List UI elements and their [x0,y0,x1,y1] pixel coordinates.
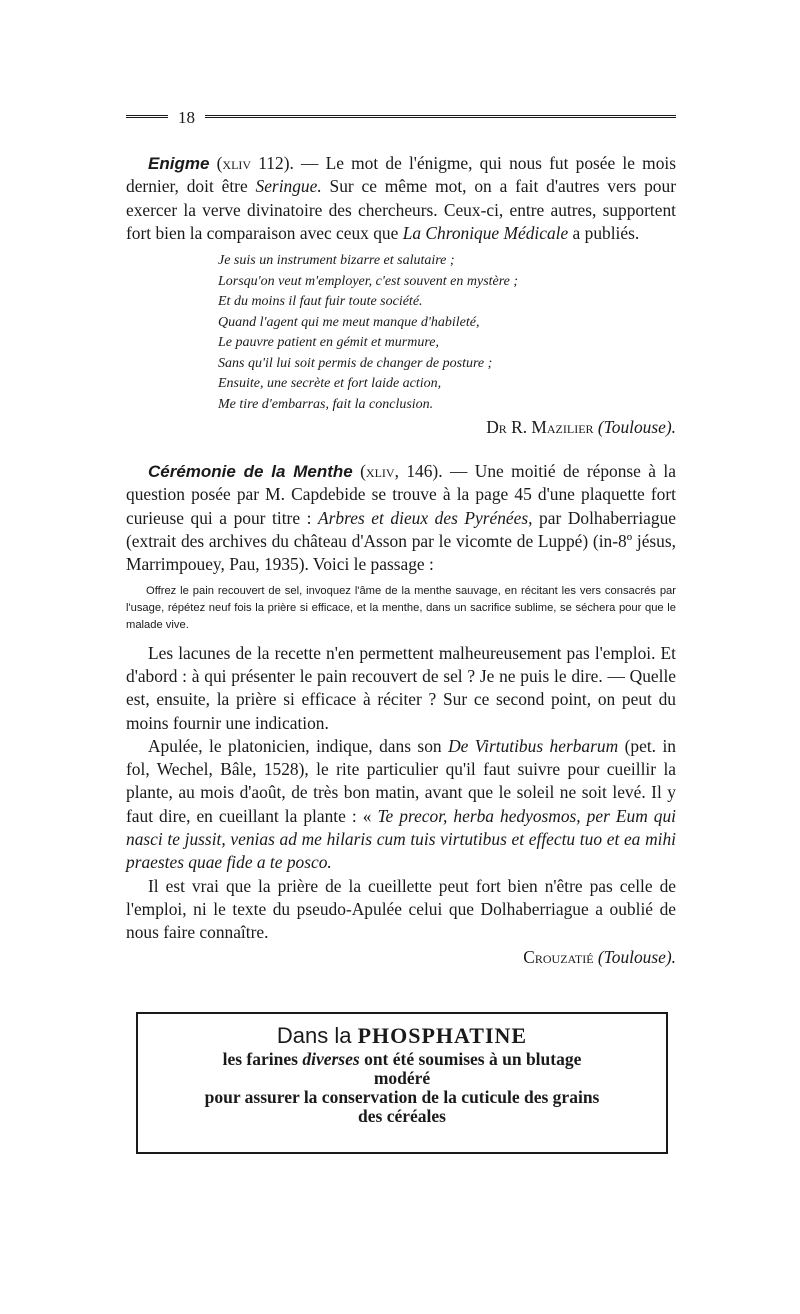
latin-prayer: Te precor, herba hedyosmos, per Eum qui nasci te jussit, venias ad me hilaris cum tuis virtutibus et effectu tuo et ea mihi praestes quae fide a te posco. [126,805,676,873]
page-content [126,106,676,968]
advert-line: des céréales [358,1106,446,1126]
verse-line: Je suis un instrument bizarre et salutaire ; [218,253,455,269]
menthe-heading: Cérémonie de la Menthe [148,462,353,482]
enigme-heading: Enigme [148,154,210,173]
apulee-book-title: De Virtutibus herbarum [448,735,619,756]
advert-brand: PHOSPHATINE [357,1023,528,1048]
header-rule-left [126,115,168,121]
enigme-text-a: — Le mot de l'énigme, qui nous fut posée le mois dernier, doit être [126,153,676,197]
lacunes-paragraph: Les lacunes de la recette n'en permettent malheureusement pas l'emploi. Et d'abord : à qui présenter le pain recouvert de sel ? Je ne puis le dire. — Quelle est, ensuite, la prière si efficace à réciter ? Sur ce second point, on peut du moins fournir une indication. [126,642,676,733]
verse-line: Quand l'agent qui me meut manque d'habileté, [218,314,480,330]
enigme-ref: (xliv 112). [216,153,294,173]
advert-line: pour assurer la conservation de la cuticule des grains [204,1087,600,1107]
advert-italic: diverses [302,1049,360,1069]
signature-place: (Toulouse). [597,946,676,967]
advert-headline-text: Dans la [276,1023,358,1048]
menthe-text-a: — Une moitié de réponse à la question posée par M. Capdebide se trouve à la page 45 d'une plaquette fort curieuse qui a pour titre : [126,461,676,528]
menthe-quote: Offrez le pain recouvert de sel, invoquez l'âme de la menthe sauvage, en récitant les vers consacrés par l'usage, répétez neuf fois la prière si efficace, et la menthe, dans un sacrifice sublime, se séchera pour que le malade vive. [126,584,676,631]
journal-title: La Chronique Médicale [402,222,569,243]
signature-name: Crouzatié [523,946,594,967]
enigme-verse [218,251,676,415]
header-rule-right [205,115,676,121]
menthe-text-b: par Dolhaberriague (extrait des archives du château d'Asson par le vicomte de Luppé) (in-8º jésus, Marrimpouey, Pau, 1935). Voici le passage : [126,507,676,575]
book-title: Arbres et dieux des Pyrénées, [318,507,533,528]
apulee-text-a: Apulée, le platonicien, indique, dans son [148,735,449,756]
enigme-text-c: a publiés. [568,222,640,243]
advert-headline [138,1022,666,1050]
menthe-paragraph [126,460,676,576]
page-header [126,106,676,130]
verse-line: Lorsqu'on veut m'employer, c'est souvent en mystère ; [218,273,519,289]
apulee-paragraph [126,735,676,875]
apulee-text-b: (pet. in fol, Wechel, Bâle, 1528), le rite particulier qu'il faut suivre pour cueillir la plante, au mois d'août, de très bon matin, avant que le soleil ne soit levé. Il y faut dire, en cueillant la plante : « [126,735,676,826]
enigme-word: Seringue. [255,176,322,197]
advert-text: ont été soumises à un blutage [359,1049,582,1069]
enigme-text-b: Sur ce même mot, on a fait d'autres vers pour exercer la verve divinatoire des chercheurs. Ceux-ci, entre autres, supportent fort bien la comparaison avec ceux que [126,176,676,243]
menthe-ref: (xliv, 146). [360,461,443,482]
advert-text: les farines [222,1049,303,1069]
signature-name: Dr R. Mazilier [486,417,594,438]
signature-place: (Toulouse). [597,417,676,438]
verse-line: Et du moins il faut fuir toute société. [218,294,423,310]
advert-line [138,1050,666,1069]
phosphatine-advert [136,1012,668,1154]
page-number: 18 [178,108,195,127]
verse-line: Ensuite, une secrète et fort laide action, [218,376,442,392]
verse-line: Le pauvre patient en gémit et murmure, [218,335,439,351]
menthe-signature [126,947,676,968]
enigme-signature [126,417,676,438]
verse-line: Me tire d'embarras, fait la conclusion. [218,396,434,412]
conclusion-paragraph: Il est vrai que la prière de la cueillette peut fort bien n'être pas celle de l'emploi, ni le texte du pseudo-Apulée celui que Dolhaberriague a oublié de nous faire connaître. [126,875,676,943]
advert-line: modéré [373,1068,431,1088]
enigme-paragraph [126,152,676,245]
verse-line: Sans qu'il lui soit permis de changer de posture ; [218,355,493,371]
